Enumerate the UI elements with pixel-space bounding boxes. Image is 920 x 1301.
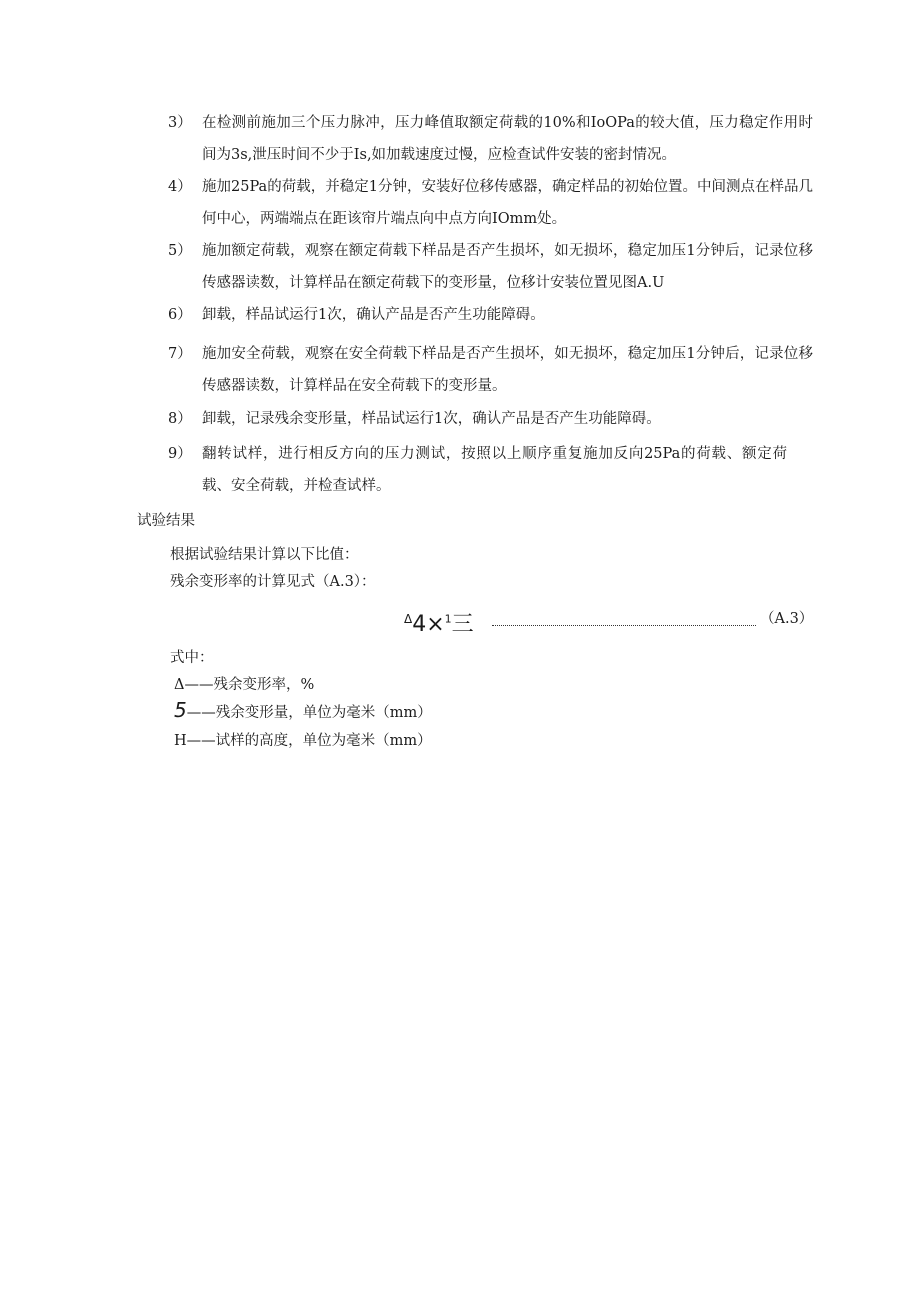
- step-text: 施加25Pa的荷载，并稳定1分钟，安装好位移传感器，确定样品的初始位置。中间测点在样品几何中心，两端端点在距该帘片端点向中点方向IOmm处。: [202, 179, 813, 227]
- dotted-leader: [492, 625, 756, 626]
- step-number: 4）: [168, 179, 192, 195]
- formula-expression: [404, 604, 474, 640]
- where-heading: 式中：: [170, 650, 214, 666]
- formula-intro: 残余变形率的计算见式（A.3）：: [170, 574, 376, 590]
- formula-tail: 三: [451, 612, 474, 637]
- step-9: [168, 438, 813, 502]
- definition-text: ——残余变形量，单位为毫米（mm）: [186, 705, 432, 721]
- step-4: [168, 171, 813, 235]
- step-3: [168, 107, 813, 171]
- step-5: [168, 235, 813, 299]
- step-8: [168, 403, 813, 435]
- step-number: 9）: [168, 446, 192, 462]
- formula-delta-symbol: Δ: [404, 612, 413, 626]
- step-7: [168, 338, 813, 402]
- definition-deformation: [174, 700, 432, 723]
- definition-text: ——残余变形率，%: [184, 677, 315, 693]
- step-number: 8）: [168, 411, 192, 427]
- step-text: 在检测前施加三个压力脉冲，压力峰值取额定荷载的10%和IoOPa的较大值，压力稳定作用时间为3s,泄压时间不少于Is,如加载速度过慢，应检查试件安装的密封情况。: [202, 115, 813, 163]
- step-number: 5）: [168, 243, 192, 259]
- step-number: 7）: [168, 346, 192, 362]
- step-6: [168, 299, 813, 331]
- step-text: 施加额定荷载，观察在额定荷载下样品是否产生损坏，如无损坏，稳定加压1分钟后，记录位移传感器读数，计算样品在额定荷载下的变形量，位移计安装位置见图A.U: [202, 243, 813, 291]
- results-heading: 试验结果: [137, 513, 195, 529]
- step-text: 卸载，记录残余变形量，样品试运行1次，确认产品是否产生功能障碍。: [202, 411, 661, 427]
- results-intro: 根据试验结果计算以下比值：: [170, 547, 359, 563]
- step-number: 3）: [168, 115, 192, 131]
- step-number: 6）: [168, 307, 192, 323]
- definition-height: [174, 731, 432, 751]
- equation-number: （A.3）: [760, 611, 814, 627]
- formula-superscript: 1: [444, 612, 452, 626]
- formula-a3: [404, 604, 814, 636]
- definition-symbol: 5: [174, 698, 187, 722]
- definition-text: ——试样的高度，单位为毫米（mm）: [186, 733, 432, 749]
- definition-delta: [174, 675, 314, 695]
- step-text: 施加安全荷载，观察在安全荷载下样品是否产生损坏，如无损坏，稳定加压1分钟后，记录位移传感器读数，计算样品在安全荷载下的变形量。: [202, 346, 813, 394]
- definition-symbol: Δ: [174, 677, 185, 693]
- step-text: 卸载，样品试运行1次，确认产品是否产生功能障碍。: [202, 307, 545, 323]
- formula-main: 4×: [412, 612, 445, 637]
- step-text: 翻转试样，进行相反方向的压力测试，按照以上顺序重复施加反向25Pa的荷载、额定荷载、安全荷载，并检查试样。: [202, 446, 787, 494]
- definition-symbol: H: [174, 733, 187, 749]
